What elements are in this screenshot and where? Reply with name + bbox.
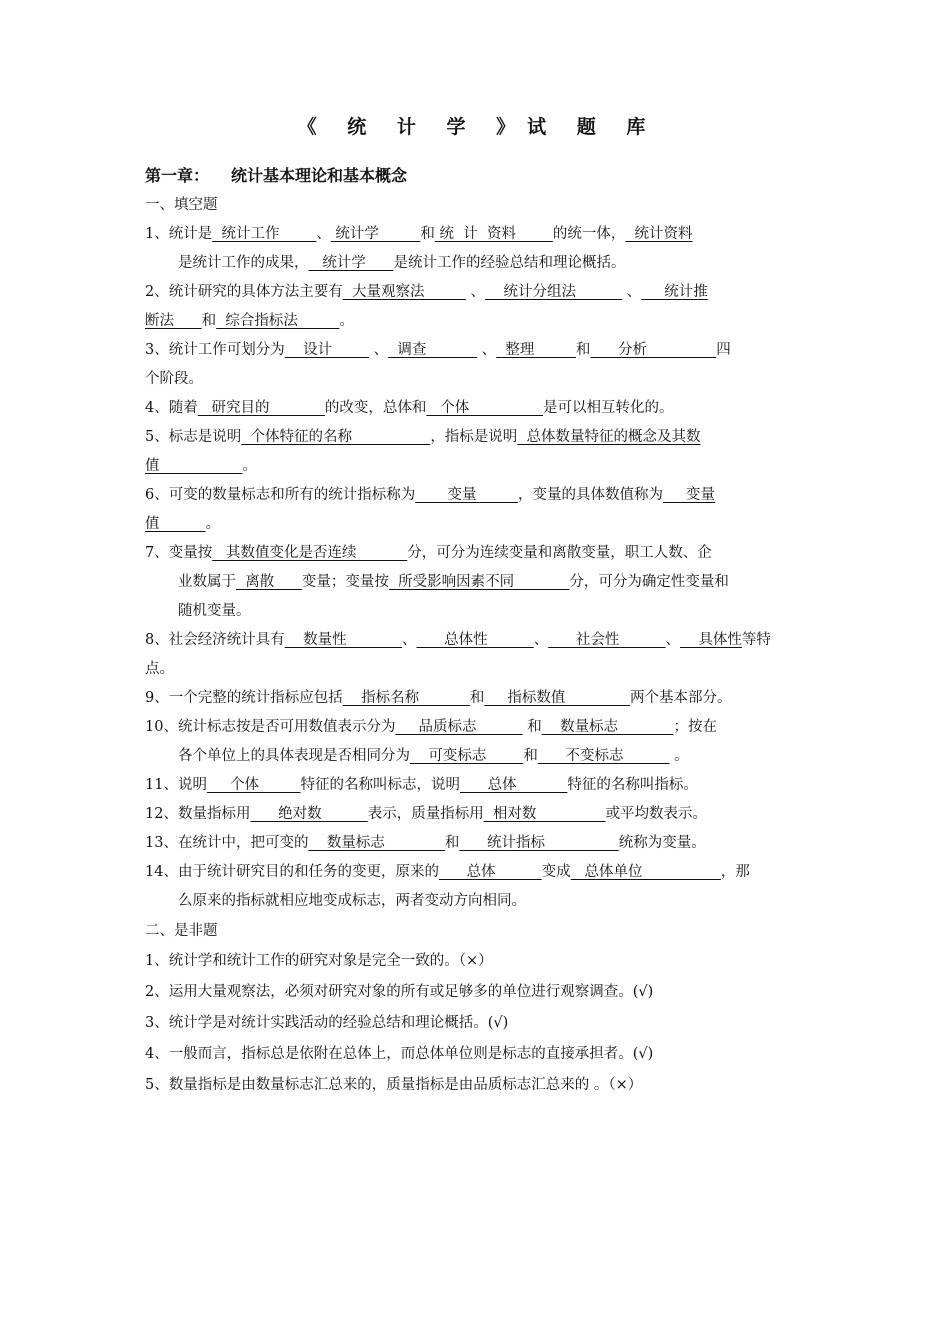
truefalse-item-3: 3、统计学是对统计实践活动的经验总结和理论概括。(√): [145, 1015, 509, 1031]
answer-blank: 总体单位: [570, 864, 721, 880]
answer-blank: 统计资料: [625, 226, 693, 242]
answer-blank: 不变标志: [537, 748, 670, 764]
question-2-line-2: 断法 和 综合指标法 。: [145, 313, 354, 329]
question-1-line-2: 是统计工作的成果， 统计学 是统计工作的经验总结和理论概括。: [178, 255, 626, 271]
answer-blank: 统计指标: [459, 835, 619, 851]
chapter-heading: [145, 162, 810, 190]
answer-blank: 总体性: [416, 632, 534, 648]
question-7-line-2: 业数属于 离散 变量；变量按 所受影响因素不同 分，可分为确定性变量和: [178, 574, 729, 590]
question-13-line-1: 13、在统计中，把可变的 数量标志 和 统计指标 统称为变量。: [145, 835, 706, 851]
answer-blank: 统计推: [641, 284, 708, 300]
question-12: [145, 800, 810, 829]
question-10-line-1: 10、统计标志按是否可用数值表示分为 品质标志 和 数量标志 ；按在: [145, 719, 717, 735]
answer-blank: 设计: [284, 342, 370, 358]
question-11: [145, 771, 810, 800]
question-14: [145, 858, 810, 916]
question-6: [145, 481, 810, 539]
answer-blank: 总体: [438, 864, 542, 880]
answer-blank: 数量标志: [541, 719, 674, 735]
answer-blank: 断法: [145, 313, 202, 329]
question-9-line-1: 9、一个完整的统计指标应包括 指标名称 和 指标数值 两个基本部分。: [145, 690, 732, 706]
answer-blank: 值: [145, 458, 243, 474]
answer-blank: 个体: [206, 777, 301, 793]
answer-blank: 研究目的: [197, 400, 325, 416]
question-12-line-1: 12、数量指标用 绝对数 表示，质量指标用 相对数 或平均数表示。: [145, 806, 708, 822]
question-13: [145, 829, 810, 858]
answer-blank: 个体特征的名称: [241, 429, 431, 445]
document-title: 《 统 计 学 》试 题 库: [297, 116, 658, 138]
answer-blank: 值: [145, 516, 206, 532]
answer-blank: 相对数: [483, 806, 606, 822]
answer-blank: 统 计 资料: [434, 226, 553, 242]
answer-blank: 整理: [496, 342, 576, 358]
question-2: [145, 278, 810, 336]
answer-blank: 数量标志: [308, 835, 445, 851]
question-10: [145, 713, 810, 771]
question-8-line-2: 点。: [145, 661, 174, 677]
answer-blank: 总体数量特征的概念及其数: [517, 429, 701, 445]
question-6-line-2: 值 。: [145, 516, 221, 532]
question-1: [145, 220, 810, 278]
document-page: [145, 112, 810, 1101]
question-11-line-1: 11、说明 个体 特征的名称叫标志，说明 总体 特征的名称叫指标。: [145, 777, 698, 793]
answer-blank: 绝对数: [250, 806, 368, 822]
section-truefalse-heading: 二、是非题: [145, 923, 218, 939]
answer-blank: 统计学: [330, 226, 421, 242]
answer-blank: 数量性: [284, 632, 402, 648]
answer-blank: 综合指标法: [216, 313, 340, 329]
question-7-line-3: 随机变量。: [178, 603, 251, 619]
question-4-line-1: 4、随着 研究目的 的改变，总体和 个体 是可以相互转化的。: [145, 400, 674, 416]
section-fill-heading: 一、填空题: [145, 197, 218, 213]
answer-blank: 调查: [388, 342, 478, 358]
question-8: [145, 626, 810, 684]
question-7-line-1: 7、变量按 其数值变化是否连续 分，可分为连续变量和离散变量，职工人数、企: [145, 545, 712, 561]
question-5: [145, 423, 810, 481]
truefalse-item-1: 1、统计学和统计工作的研究对象是完全一致的。（×）: [145, 953, 493, 969]
answer-blank: 变量: [662, 487, 716, 503]
answer-blank: 所受影响因素不同: [388, 574, 570, 590]
answer-blank: 离散: [236, 574, 302, 590]
answer-blank: 统计学: [308, 255, 394, 271]
answer-blank: 指标名称: [342, 690, 470, 706]
answer-blank: 大量观察法: [342, 284, 466, 300]
answer-blank: 统计工作: [212, 226, 317, 242]
answer-blank: 总体: [459, 777, 568, 793]
truefalse-item-2: 2、运用大量观察法，必须对研究对象的所有或足够多的单位进行观察调查。(√): [145, 984, 654, 1000]
question-5-line-2: 值 。: [145, 458, 257, 474]
answer-blank: 分析: [590, 342, 717, 358]
answer-blank: 具体性: [679, 632, 742, 648]
question-5-line-1: 5、标志是说明 个体特征的名称 ，指标是说明 总体数量特征的概念及其数: [145, 429, 701, 445]
answer-blank: 社会性: [548, 632, 666, 648]
question-4: [145, 394, 810, 423]
answer-blank: 可变标志: [410, 748, 524, 764]
question-2-line-1: 2、统计研究的具体方法主要有 大量观察法 、 统计分组法 、 统计推: [145, 284, 708, 300]
question-10-line-2: 各个单位上的具体表现是否相同分为 可变标志 和 不变标志 。: [178, 748, 689, 764]
answer-blank: 变量: [415, 487, 518, 503]
question-6-line-1: 6、可变的数量标志和所有的统计指标称为 变量 ，变量的具体数值称为 变量: [145, 487, 716, 503]
answer-blank: 其数值变化是否连续: [212, 545, 408, 561]
truefalse-item-5: 5、数量指标是由数量标志汇总来的，质量指标是由品质标志汇总来的 。（×）: [145, 1077, 643, 1093]
answer-blank: 品质标志: [395, 719, 523, 735]
question-8-line-1: 8、社会经济统计具有 数量性 、 总体性 、 社会性 、 具体性等特: [145, 632, 771, 648]
question-14-line-2: 么原来的指标就相应地变成标志，两者变动方向相同。: [178, 893, 526, 909]
question-3: [145, 336, 810, 394]
chapter-name: 统计基本理论和基本概念: [231, 166, 408, 185]
question-9: [145, 684, 810, 713]
answer-blank: 统计分组法: [485, 284, 623, 300]
question-3-line-2: 个阶段。: [145, 371, 203, 387]
answer-blank: 指标数值: [484, 690, 630, 706]
truefalse-item-4: 4、一般而言，指标总是依附在总体上，而总体单位则是标志的直接承担者。(√): [145, 1046, 654, 1062]
question-14-line-1: 14、由于统计研究目的和任务的变更，原来的 总体 变成 总体单位 ，那: [145, 864, 750, 880]
question-7: [145, 539, 810, 626]
answer-blank: 个体: [426, 400, 543, 416]
question-3-line-1: 3、统计工作可划分为 设计 、 调查 、 整理 和 分析 四: [145, 342, 731, 358]
chapter-label: 第一章：: [145, 166, 210, 185]
question-1-line-1: 1、统计是 统计工作 、 统计学 和 统 计 资料 的统一体， 统计资料: [145, 226, 693, 242]
